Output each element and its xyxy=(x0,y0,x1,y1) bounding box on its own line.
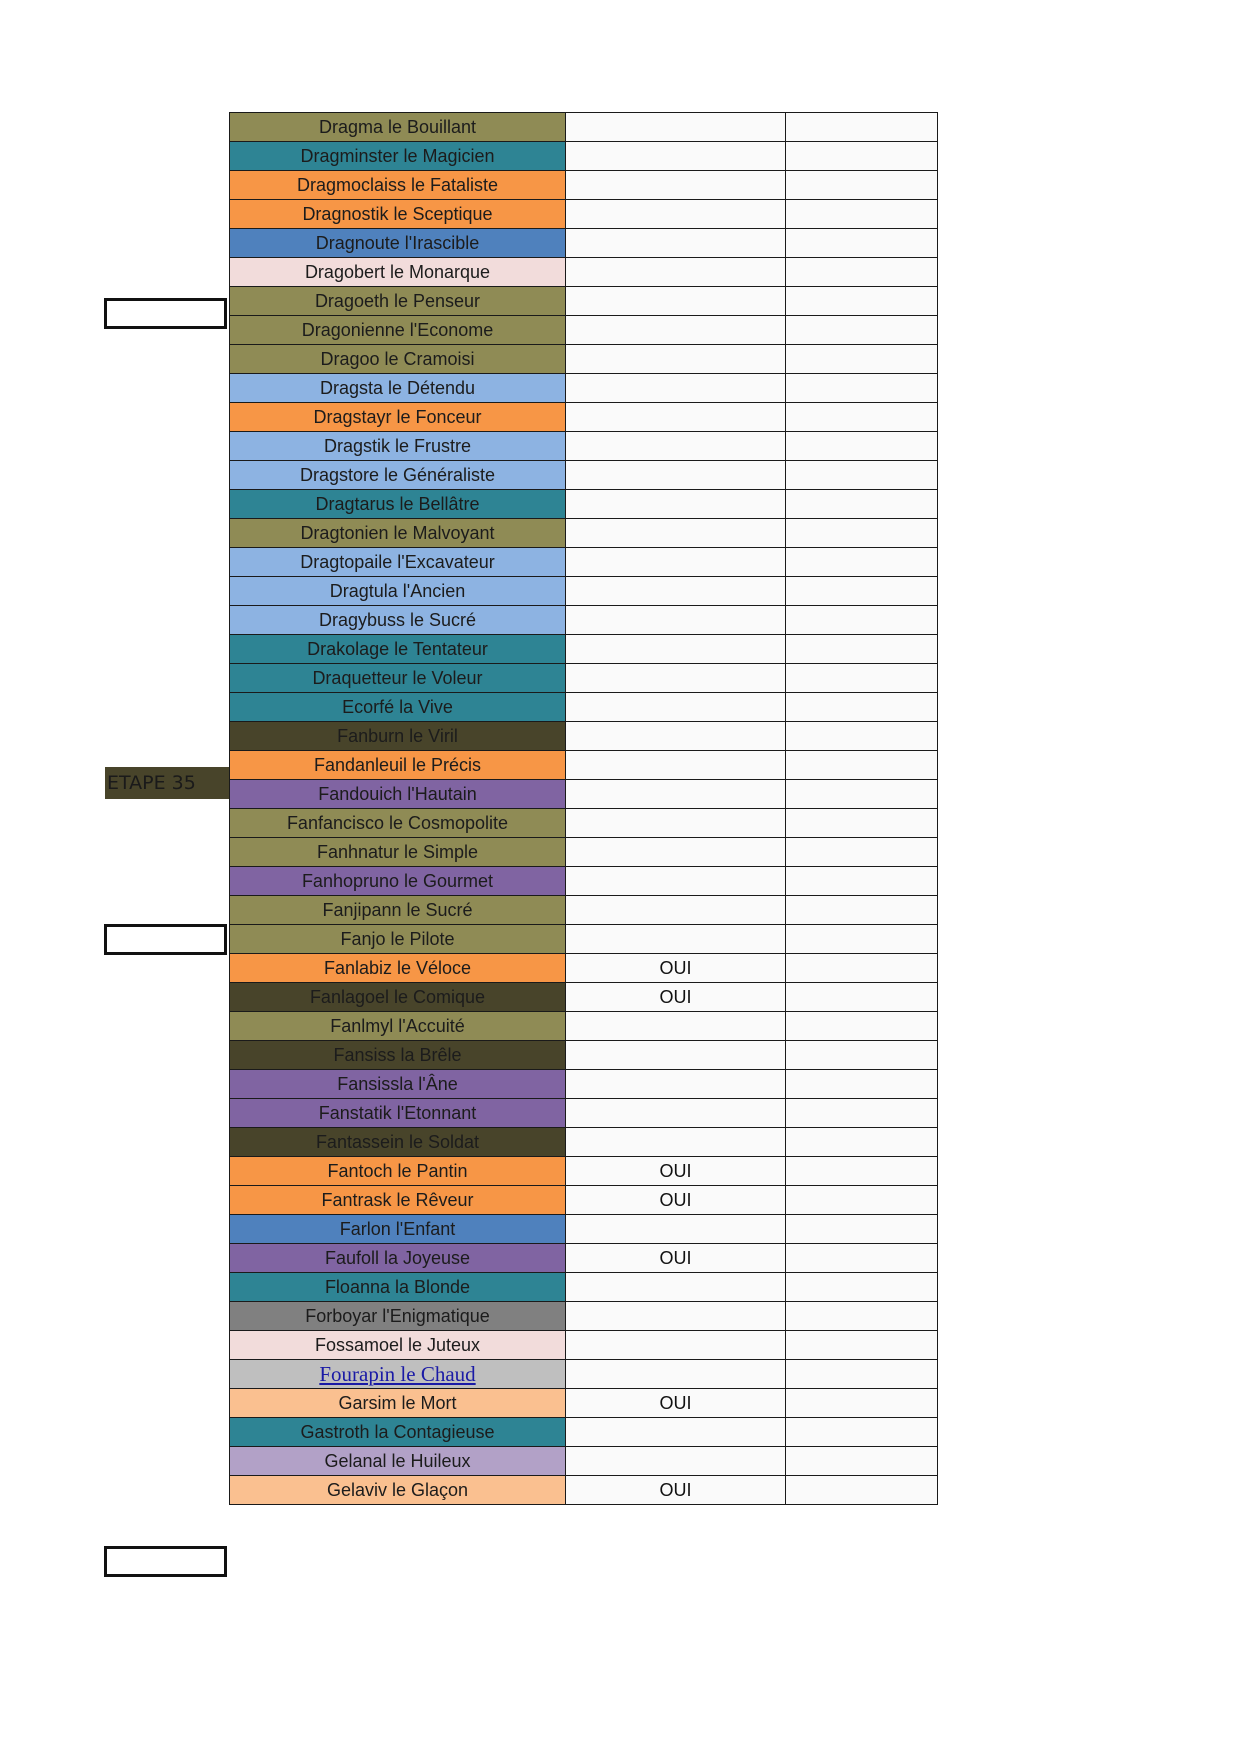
status-cell[interactable] xyxy=(566,113,786,142)
dragon-name-cell: Dragybuss le Sucré xyxy=(230,606,566,635)
dragon-name-cell: Gelanal le Huileux xyxy=(230,1447,566,1476)
table-row xyxy=(230,1418,938,1447)
status-cell[interactable] xyxy=(566,229,786,258)
extra-cell[interactable] xyxy=(786,606,938,635)
extra-cell[interactable] xyxy=(786,519,938,548)
status-cell[interactable] xyxy=(566,519,786,548)
table-row xyxy=(230,1302,938,1331)
dragon-name-cell: Dragnostik le Sceptique xyxy=(230,200,566,229)
status-cell[interactable] xyxy=(566,461,786,490)
table-row xyxy=(230,838,938,867)
table-row xyxy=(230,374,938,403)
status-cell[interactable] xyxy=(566,1128,786,1157)
status-cell[interactable] xyxy=(566,490,786,519)
status-cell[interactable] xyxy=(566,635,786,664)
status-cell[interactable]: OUI xyxy=(566,1186,786,1215)
table-row xyxy=(230,519,938,548)
table-row xyxy=(230,403,938,432)
extra-cell[interactable] xyxy=(786,954,938,983)
table-row xyxy=(230,171,938,200)
table-row xyxy=(230,229,938,258)
status-cell[interactable] xyxy=(566,374,786,403)
table-row xyxy=(230,1099,938,1128)
table-row xyxy=(230,258,938,287)
dragon-name-cell: Dragobert le Monarque xyxy=(230,258,566,287)
status-cell[interactable] xyxy=(566,606,786,635)
status-cell[interactable]: OUI xyxy=(566,1244,786,1273)
status-cell[interactable] xyxy=(566,1041,786,1070)
table-row xyxy=(230,1215,938,1244)
extra-cell[interactable] xyxy=(786,1012,938,1041)
extra-cell[interactable] xyxy=(786,258,938,287)
status-cell[interactable] xyxy=(566,896,786,925)
extra-cell[interactable] xyxy=(786,722,938,751)
extra-cell[interactable] xyxy=(786,1215,938,1244)
status-cell[interactable] xyxy=(566,142,786,171)
table-row xyxy=(230,780,938,809)
dragon-name-cell: Fantassein le Soldat xyxy=(230,1128,566,1157)
extra-cell[interactable] xyxy=(786,113,938,142)
dragon-name-cell: Farlon l'Enfant xyxy=(230,1215,566,1244)
extra-cell[interactable] xyxy=(786,316,938,345)
dragon-name-cell: Fansiss la Brêle xyxy=(230,1041,566,1070)
table-row xyxy=(230,722,938,751)
table-row xyxy=(230,1244,938,1273)
status-cell[interactable]: OUI xyxy=(566,983,786,1012)
status-cell[interactable] xyxy=(566,780,786,809)
extra-cell[interactable] xyxy=(786,1128,938,1157)
extra-cell[interactable] xyxy=(786,200,938,229)
extra-cell[interactable] xyxy=(786,1331,938,1360)
extra-cell[interactable] xyxy=(786,1273,938,1302)
table-row xyxy=(230,1157,938,1186)
status-cell[interactable]: OUI xyxy=(566,1157,786,1186)
dragon-name-cell: Fanfancisco le Cosmopolite xyxy=(230,809,566,838)
dragon-name-cell: Draquetteur le Voleur xyxy=(230,664,566,693)
extra-cell[interactable] xyxy=(786,171,938,200)
status-cell[interactable] xyxy=(566,432,786,461)
extra-cell[interactable] xyxy=(786,664,938,693)
status-cell[interactable]: OUI xyxy=(566,1476,786,1505)
status-cell[interactable] xyxy=(566,200,786,229)
extra-cell[interactable] xyxy=(786,490,938,519)
dragon-name-cell: Fanburn le Viril xyxy=(230,722,566,751)
extra-cell[interactable] xyxy=(786,1041,938,1070)
dragon-name-cell: Dragma le Bouillant xyxy=(230,113,566,142)
table-row xyxy=(230,1331,938,1360)
extra-cell[interactable] xyxy=(786,867,938,896)
dragon-name-cell: Drakolage le Tentateur xyxy=(230,635,566,664)
status-cell[interactable] xyxy=(566,838,786,867)
dragon-name-cell: Dragtarus le Bellâtre xyxy=(230,490,566,519)
status-cell[interactable]: OUI xyxy=(566,1389,786,1418)
dragon-name-cell: Fanjipann le Sucré xyxy=(230,896,566,925)
status-cell[interactable] xyxy=(566,1331,786,1360)
extra-cell[interactable] xyxy=(786,548,938,577)
dragon-name-cell: Dragtopaile l'Excavateur xyxy=(230,548,566,577)
status-cell[interactable] xyxy=(566,751,786,780)
dragon-name-cell: Dragoeth le Penseur xyxy=(230,287,566,316)
status-cell[interactable] xyxy=(566,664,786,693)
table-row xyxy=(230,635,938,664)
table-row xyxy=(230,896,938,925)
extra-cell[interactable] xyxy=(786,1389,938,1418)
dragon-name-cell: Dragnoute l'Irascible xyxy=(230,229,566,258)
dragon-name-cell: Fansissla l'Âne xyxy=(230,1070,566,1099)
status-cell[interactable] xyxy=(566,1418,786,1447)
table-row xyxy=(230,287,938,316)
dragon-name-cell: Garsim le Mort xyxy=(230,1389,566,1418)
table-row xyxy=(230,1070,938,1099)
dragon-name-cell: Fanlmyl l'Accuité xyxy=(230,1012,566,1041)
dragon-name-cell: Dragtula l'Ancien xyxy=(230,577,566,606)
extra-cell[interactable] xyxy=(786,838,938,867)
dragon-name-cell: Dragminster le Magicien xyxy=(230,142,566,171)
empty-marker-box xyxy=(104,1546,227,1577)
status-cell[interactable] xyxy=(566,925,786,954)
table-row xyxy=(230,1360,938,1389)
table-row xyxy=(230,1128,938,1157)
status-cell[interactable] xyxy=(566,1099,786,1128)
table-row xyxy=(230,1041,938,1070)
status-cell[interactable] xyxy=(566,1012,786,1041)
table-row xyxy=(230,461,938,490)
extra-cell[interactable] xyxy=(786,1099,938,1128)
extra-cell[interactable] xyxy=(786,142,938,171)
dragon-name-cell: Fandanleuil le Précis xyxy=(230,751,566,780)
dragon-name-cell: Dragoo le Cramoisi xyxy=(230,345,566,374)
status-cell[interactable] xyxy=(566,316,786,345)
table-row xyxy=(230,490,938,519)
status-cell[interactable] xyxy=(566,403,786,432)
table-row xyxy=(230,345,938,374)
table-row xyxy=(230,548,938,577)
table-row xyxy=(230,606,938,635)
dragon-name-link[interactable]: Fourapin le Chaud xyxy=(230,1360,566,1389)
status-cell[interactable] xyxy=(566,1215,786,1244)
extra-cell[interactable] xyxy=(786,693,938,722)
dragon-name-cell: Fanjo le Pilote xyxy=(230,925,566,954)
extra-cell[interactable] xyxy=(786,1302,938,1331)
table-row xyxy=(230,983,938,1012)
status-cell[interactable] xyxy=(566,171,786,200)
status-cell[interactable] xyxy=(566,577,786,606)
dragon-name-cell: Fanhopruno le Gourmet xyxy=(230,867,566,896)
dragon-name-cell: Faufoll la Joyeuse xyxy=(230,1244,566,1273)
table-row xyxy=(230,1186,938,1215)
extra-cell[interactable] xyxy=(786,925,938,954)
status-cell[interactable] xyxy=(566,693,786,722)
dragon-name-cell: Dragstore le Généraliste xyxy=(230,461,566,490)
extra-cell[interactable] xyxy=(786,345,938,374)
dragon-name-cell: Dragstik le Frustre xyxy=(230,432,566,461)
table-row xyxy=(230,809,938,838)
dragon-name-cell: Dragmoclaiss le Fataliste xyxy=(230,171,566,200)
extra-cell[interactable] xyxy=(786,1070,938,1099)
extra-cell[interactable] xyxy=(786,403,938,432)
table-row xyxy=(230,113,938,142)
status-cell[interactable] xyxy=(566,548,786,577)
extra-cell[interactable] xyxy=(786,432,938,461)
dragon-name-cell: Fanlabiz le Véloce xyxy=(230,954,566,983)
extra-cell[interactable] xyxy=(786,751,938,780)
status-cell[interactable] xyxy=(566,1273,786,1302)
dragon-name-cell: Fossamoel le Juteux xyxy=(230,1331,566,1360)
table-row xyxy=(230,316,938,345)
dragon-name-cell: Gastroth la Contagieuse xyxy=(230,1418,566,1447)
extra-cell[interactable] xyxy=(786,461,938,490)
table-row xyxy=(230,200,938,229)
extra-cell[interactable] xyxy=(786,1476,938,1505)
status-cell[interactable]: OUI xyxy=(566,954,786,983)
extra-cell[interactable] xyxy=(786,229,938,258)
extra-cell[interactable] xyxy=(786,983,938,1012)
table-row xyxy=(230,1447,938,1476)
empty-marker-box xyxy=(104,924,227,955)
extra-cell[interactable] xyxy=(786,809,938,838)
dragon-name-cell: Ecorfé la Vive xyxy=(230,693,566,722)
dragon-name-cell: Dragstayr le Fonceur xyxy=(230,403,566,432)
table-row xyxy=(230,1476,938,1505)
extra-cell[interactable] xyxy=(786,374,938,403)
status-cell[interactable] xyxy=(566,809,786,838)
empty-marker-box xyxy=(104,298,227,329)
extra-cell[interactable] xyxy=(786,287,938,316)
extra-cell[interactable] xyxy=(786,896,938,925)
dragon-name-cell: Dragsta le Détendu xyxy=(230,374,566,403)
status-cell[interactable] xyxy=(566,258,786,287)
table-row xyxy=(230,925,938,954)
table-row xyxy=(230,664,938,693)
table-row xyxy=(230,954,938,983)
dragon-name-cell: Dragonienne l'Econome xyxy=(230,316,566,345)
extra-cell[interactable] xyxy=(786,1360,938,1389)
extra-cell[interactable] xyxy=(786,1244,938,1273)
table-row xyxy=(230,867,938,896)
status-cell[interactable] xyxy=(566,287,786,316)
status-cell[interactable] xyxy=(566,1070,786,1099)
dragon-name-cell: Fantrask le Rêveur xyxy=(230,1186,566,1215)
dragon-table-body xyxy=(230,113,938,1505)
table-row xyxy=(230,432,938,461)
dragon-name-cell: Gelaviv le Glaçon xyxy=(230,1476,566,1505)
table-row xyxy=(230,1389,938,1418)
dragon-name-cell: Dragtonien le Malvoyant xyxy=(230,519,566,548)
dragon-name-cell: Fantoch le Pantin xyxy=(230,1157,566,1186)
extra-cell[interactable] xyxy=(786,1186,938,1215)
table-row xyxy=(230,1012,938,1041)
dragon-name-cell: Floanna la Blonde xyxy=(230,1273,566,1302)
status-cell[interactable] xyxy=(566,1447,786,1476)
status-cell[interactable] xyxy=(566,722,786,751)
dragon-name-cell: Fanlagoel le Comique xyxy=(230,983,566,1012)
table-row xyxy=(230,577,938,606)
table-row xyxy=(230,1273,938,1302)
dragon-table xyxy=(229,112,938,1505)
extra-cell[interactable] xyxy=(786,577,938,606)
extra-cell[interactable] xyxy=(786,1418,938,1447)
extra-cell[interactable] xyxy=(786,635,938,664)
table-row xyxy=(230,693,938,722)
dragon-name-cell: Forboyar l'Enigmatique xyxy=(230,1302,566,1331)
dragon-name-cell: Fandouich l'Hautain xyxy=(230,780,566,809)
dragon-name-cell: Fanstatik l'Etonnant xyxy=(230,1099,566,1128)
extra-cell[interactable] xyxy=(786,1447,938,1476)
status-cell[interactable] xyxy=(566,345,786,374)
etape-label: ETAPE 35 xyxy=(105,767,229,799)
status-cell[interactable] xyxy=(566,867,786,896)
extra-cell[interactable] xyxy=(786,1157,938,1186)
status-cell[interactable] xyxy=(566,1360,786,1389)
status-cell[interactable] xyxy=(566,1302,786,1331)
table-row xyxy=(230,142,938,171)
extra-cell[interactable] xyxy=(786,780,938,809)
table-row xyxy=(230,751,938,780)
dragon-name-cell: Fanhnatur le Simple xyxy=(230,838,566,867)
